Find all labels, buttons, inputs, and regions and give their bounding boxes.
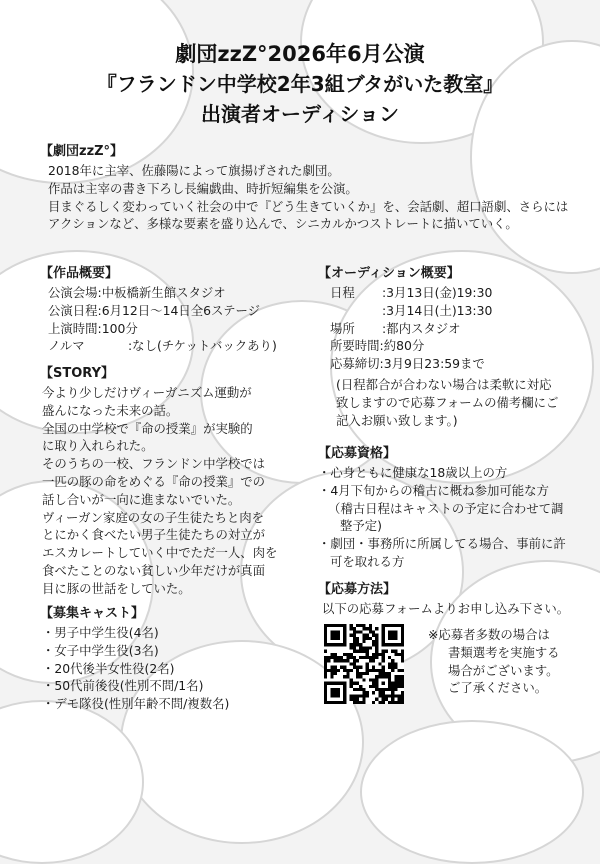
story-line: エスカレートしていく中でただ一人、肉を [42, 545, 278, 561]
apply-note-line: 書類選考を実施する [448, 644, 560, 660]
story-line: そのうちの一校、フランドン中学校では [42, 456, 266, 472]
audition-row: 日程 :3月13日(金)19:30 [330, 285, 493, 300]
story-line: 一匹の豚の命をめぐる『命の授業』での [42, 473, 266, 489]
requirements-list [318, 464, 566, 571]
cast-item: ・50代前後役(性別不問/1名) [42, 678, 204, 694]
story-line: 盛んになった未来の話。 [42, 402, 179, 418]
cast-item: ・デモ隊役(性別年齢不問/複数名) [42, 696, 230, 712]
story-line: 今より少しだけヴィーガニズム運動が [42, 385, 252, 400]
overview-row: 公演日程: 6月12日～14日全6ステージ [48, 302, 261, 318]
apply-heading: 【応募方法】 [318, 582, 397, 597]
requirement-item: ・心身ともに健康な18歳以上の方 [318, 465, 508, 480]
requirement-item: ・4月下旬からの稽古に概ね参加可能な方 [318, 482, 549, 498]
audition-row: 所要時間: 約80分 [330, 338, 425, 354]
apply-note-line: 場合がございます。 [448, 662, 559, 678]
requirement-item: （稽古日程はキャストの予定に合わせて調 [328, 500, 564, 516]
story-line: ヴィーガン家庭の女の子生徒たちと肉を [42, 509, 265, 525]
cast-item: ・女子中学生役(3名) [42, 642, 159, 658]
company-heading: 【劇団zzZ°】 [40, 144, 124, 159]
audition-note-line: 致しますので応募フォームの備考欄にご [336, 394, 559, 410]
story-line: 全国の中学校で『命の授業』が実験的 [42, 420, 253, 436]
cast-item: ・20代後半女性役(2名) [42, 660, 175, 676]
company-line: アクションなど、多様な要素を盛り込んで、シニカルかつストレートに描いていく。 [48, 216, 518, 232]
audition-note-line: (日程都合が合わない場合は柔軟に対応 [336, 377, 552, 392]
audition-row: 場所 :都内スタジオ [330, 320, 461, 336]
cast-heading: 【募集キャスト】 [40, 606, 145, 621]
company-description [48, 162, 568, 233]
play-title: 『フランドン中学校2年3組ブタがいた教室』 [96, 72, 504, 96]
apply-text: 以下の応募フォームよりお申し込み下さい。 [322, 601, 570, 616]
overview-heading: 【作品概要】 [40, 266, 119, 281]
story-line: に取り入れられた。 [42, 438, 154, 454]
overview-row: 公演会場: 中板橋新生館スタジオ [48, 285, 226, 300]
audition-row: :3月14日(土)13:30 [382, 302, 493, 318]
company-line: 目まぐるしく変わっていく社会の中で『どう生きていくか』を、会話劇、超口語劇、さらには [48, 198, 569, 214]
overview-row: 上演時間: 100分 [48, 320, 138, 336]
apply-note-line: ご了承ください。 [448, 680, 548, 696]
page-title: 劇団zzZ°2026年6月公演 [175, 42, 425, 66]
audition-note-line: 記入お願い致します。) [336, 412, 458, 428]
cast-item: ・男子中学生役(4名) [42, 625, 159, 640]
story-line: 食べたことのない貧しい少年だけが真面 [42, 562, 266, 578]
audition-list [330, 284, 492, 373]
requirements-heading: 【応募資格】 [318, 446, 397, 461]
audition-note [336, 376, 558, 429]
story-heading: 【STORY】 [40, 366, 114, 381]
company-line: 作品は主宰の書き下ろし長編戯曲、時折短編集を公演。 [48, 180, 358, 196]
apply-note-line: ※応募者多数の場合は [428, 627, 550, 642]
requirement-item: 可を取れる方 [330, 553, 405, 569]
apply-note [428, 626, 560, 697]
story-line: 話し合いが一向に進まないでいた。 [42, 491, 241, 507]
overview-list [48, 284, 277, 355]
requirement-item: ・劇団・事務所に所属してる場合、事前に許 [318, 536, 566, 552]
story-text [42, 384, 277, 598]
audition-heading: 【オーディション概要】 [318, 266, 460, 281]
qr-code[interactable] [324, 624, 404, 704]
story-line: とにかく食べたい男子生徒たちの対立が [42, 527, 266, 543]
cast-list [42, 624, 229, 713]
story-line: 目に豚の世話をしていた。 [42, 580, 191, 596]
audition-title: 出演者オーディション [201, 102, 399, 126]
audition-row: 応募締切: 3月9日23:59まで [330, 356, 485, 372]
company-line: 2018年に主宰、佐藤陽によって旗揚げされた劇団。 [48, 163, 340, 178]
requirement-item: 整予定) [340, 518, 383, 534]
overview-row: ノルマ :なし(チケットバックあり) [48, 338, 277, 354]
